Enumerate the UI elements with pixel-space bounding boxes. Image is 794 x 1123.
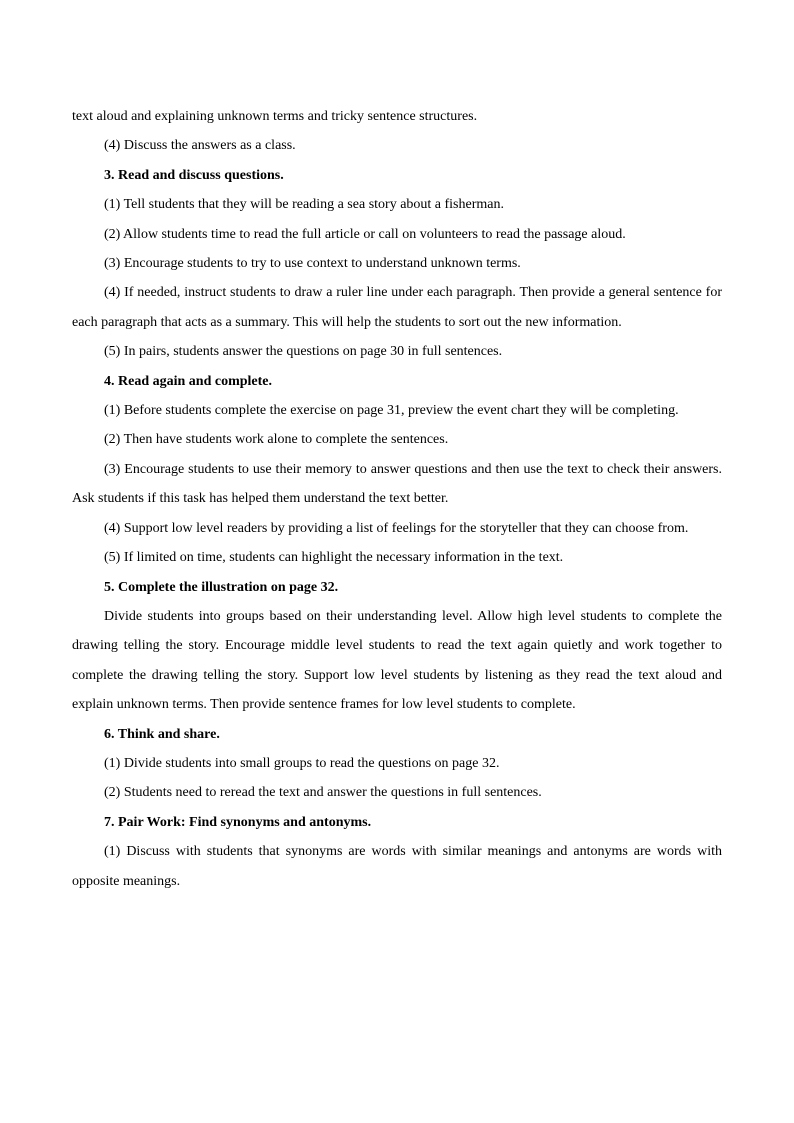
paragraph-discuss-answers: (4) Discuss the answers as a class. [104, 138, 296, 154]
section-heading-read-again: 4. Read again and complete. [104, 373, 272, 389]
section-heading-pair-work: 7. Pair Work: Find synonyms and antonyms. [104, 814, 372, 830]
paragraph-synonyms-antonyms: (1) Discuss with students that synonyms are words with similar meanings and antonyms are words with opposite meanings. [72, 844, 722, 889]
paragraph-work-alone: (2) Then have students work alone to complete the sentences. [104, 432, 449, 448]
paragraph-tell-students: (1) Tell students that they will be reading a sea story about a fisherman. [104, 197, 504, 213]
paragraph-continuation: text aloud and explaining unknown terms and tricky sentence structures. [72, 109, 478, 124]
section-heading-illustration: 5. Complete the illustration on page 32. [104, 579, 339, 595]
document-page [72, 102, 722, 896]
section-heading-read-discuss: 3. Read and discuss questions. [104, 167, 284, 183]
paragraph-highlight: (5) If limited on time, students can highlight the necessary information in the text. [104, 550, 564, 566]
paragraph-ruler-line: (4) If needed, instruct students to draw a ruler line under each paragraph. Then provide a general sentence for each paragraph that acts as a summary. This will help the students to sort out the new information. [72, 285, 722, 330]
section-heading-think-share: 6. Think and share. [104, 726, 220, 742]
paragraph-divide-groups: Divide students into groups based on their understanding level. Allow high level students to complete the drawing telling the story. Encourage middle level students to read the text again quietly and work together to complete the drawing telling the story. Support low level students by listening as they read the text aloud and explain unknown terms. Then provide sentence frames for low level students to complete. [72, 608, 722, 713]
paragraph-encourage-context: (3) Encourage students to try to use context to understand unknown terms. [104, 256, 521, 272]
paragraph-support-low-level: (4) Support low level readers by providing a list of feelings for the storyteller that they can choose from. [104, 520, 689, 536]
paragraph-allow-students: (2) Allow students time to read the full article or call on volunteers to read the passage aloud. [104, 226, 626, 242]
paragraph-small-groups: (1) Divide students into small groups to read the questions on page 32. [104, 755, 500, 771]
paragraph-preview-chart: (1) Before students complete the exercise on page 31, preview the event chart they will be completing. [104, 403, 679, 419]
paragraph-pairs-answer: (5) In pairs, students answer the questions on page 30 in full sentences. [104, 344, 503, 360]
paragraph-use-memory: (3) Encourage students to use their memory to answer questions and then use the text to check their answers. Ask students if this task has helped them understand the text better. [72, 461, 722, 507]
paragraph-reread: (2) Students need to reread the text and answer the questions in full sentences. [104, 785, 542, 801]
